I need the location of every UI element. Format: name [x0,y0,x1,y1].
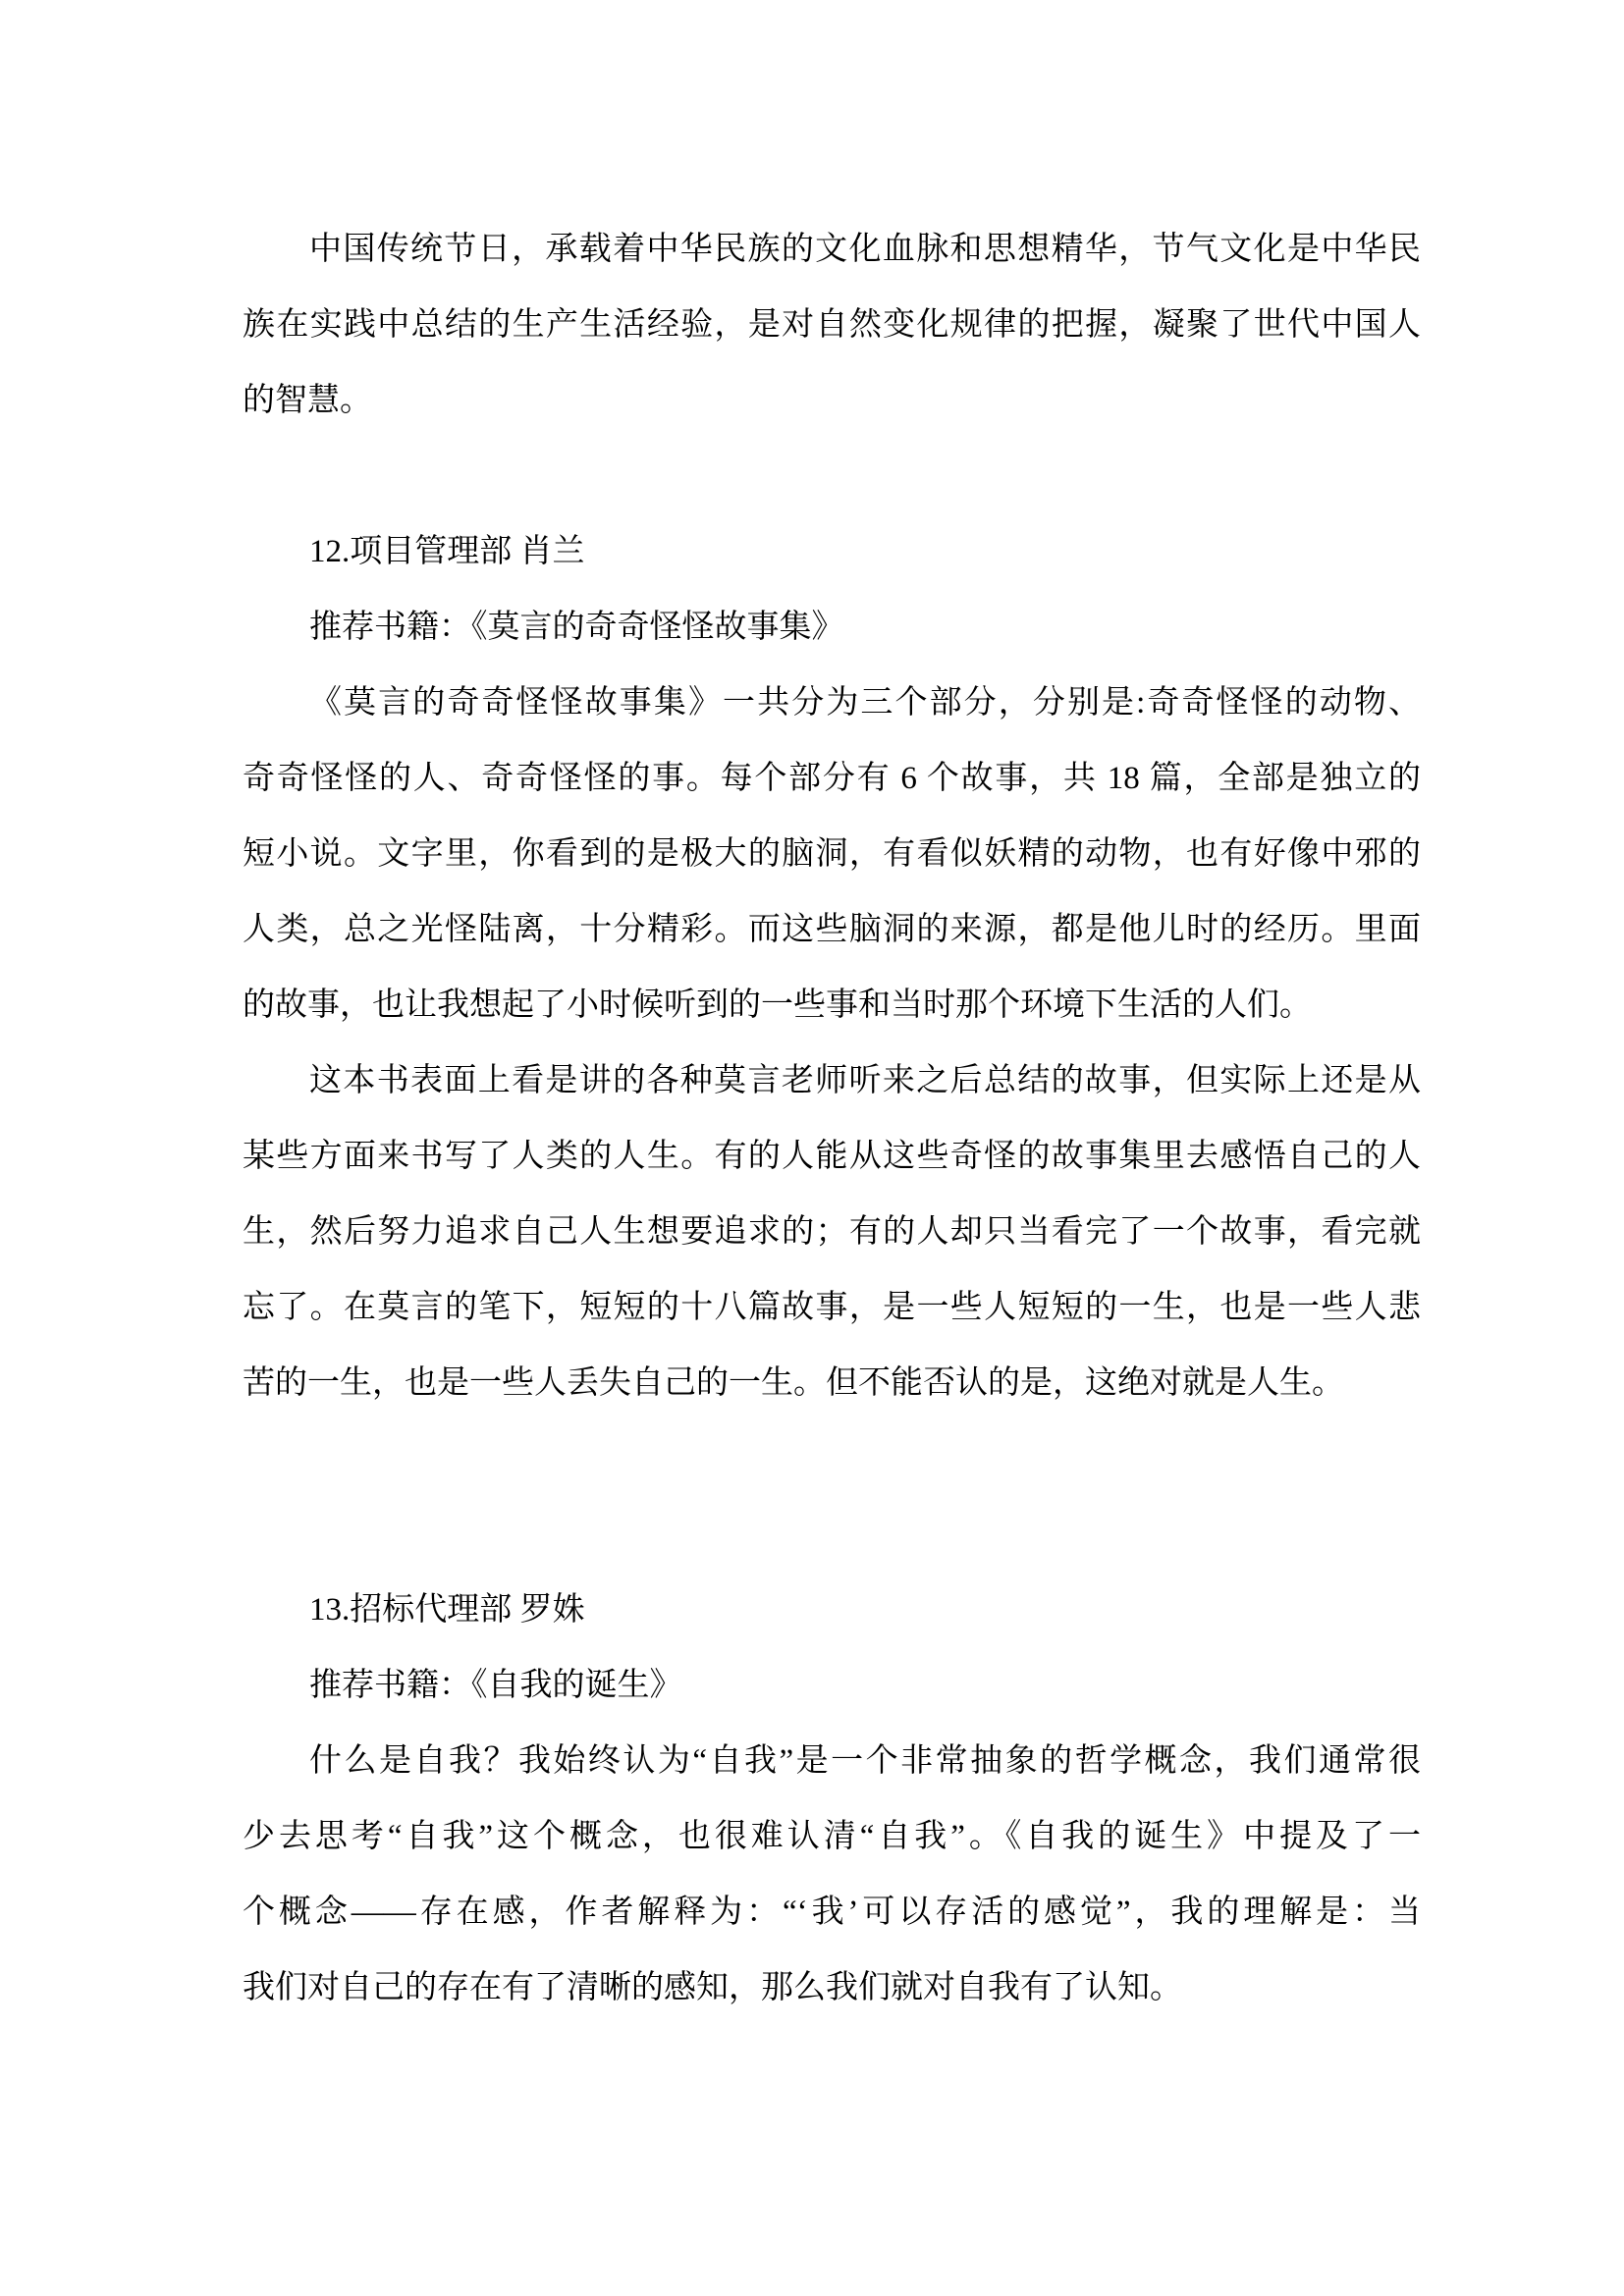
text-line: 我们对自己的存在有了清晰的感知，那么我们就对自我有了认知。 [243,1970,1182,2005]
text-line: 《莫言的奇奇怪怪故事集》一共分为三个部分，分别是:奇奇怪怪的动物、 [309,685,1421,721]
section-12-paragraph-1 [243,666,1421,1043]
text-line: 的故事，也让我想起了小时候听到的一些事和当时那个环境下生活的人们。 [243,988,1312,1023]
intro-paragraph [243,212,1421,439]
text-line: 什么是自我？我始终认为“自我”是一个非常抽象的哲学概念，我们通常很 [309,1743,1421,1779]
text-line: 奇奇怪怪的人、奇奇怪怪的事。每个部分有 6 个故事，共 18 篇，全部是独立的 [243,761,1421,796]
book-recommendation-12: 推荐书籍：《莫言的奇奇怪怪故事集》 [309,610,844,645]
text-line: 个概念——存在感，作者解释为：“‘我’可以存活的感觉”，我的理解是：当 [243,1895,1421,1930]
text-line: 某些方面来书写了人类的人生。有的人能从这些奇怪的故事集里去感悟自己的人 [243,1139,1421,1174]
section-heading-12: 12.项目管理部 肖兰 [309,534,585,569]
text-line: 少去思考“自我”这个概念，也很难认清“自我”。《自我的诞生》中提及了一 [243,1819,1421,1854]
section-13-paragraph-1 [243,1724,1421,2026]
book-recommendation-13: 推荐书籍：《自我的诞生》 [309,1668,682,1703]
text-line: 人类，总之光怪陆离，十分精彩。而这些脑洞的来源，都是他儿时的经历。里面 [243,912,1421,947]
text-line: 的智慧。 [243,383,372,418]
section-12-paragraph-2 [243,1043,1421,1421]
text-line: 短小说。文字里，你看到的是极大的脑洞，有看似妖精的动物，也有好像中邪的 [243,836,1421,872]
text-line: 生，然后努力追求自己人生想要追求的；有的人却只当看完了一个故事，看完就 [243,1214,1421,1250]
text-line: 忘了。在莫言的笔下，短短的十八篇故事，是一些人短短的一生，也是一些人悲 [243,1290,1421,1325]
section-heading-13: 13.招标代理部 罗姝 [309,1592,585,1628]
text-line: 中国传统节日，承载着中华民族的文化血脉和思想精华，节气文化是中华民 [309,232,1421,267]
text-line: 这本书表面上看是讲的各种莫言老师听来之后总结的故事，但实际上还是从 [309,1063,1421,1098]
text-line: 苦的一生，也是一些人丢失自己的一生。但不能否认的是，这绝对就是人生。 [243,1365,1344,1401]
text-line: 族在实践中总结的生产生活经验，是对自然变化规律的把握，凝聚了世代中国人 [243,307,1421,343]
